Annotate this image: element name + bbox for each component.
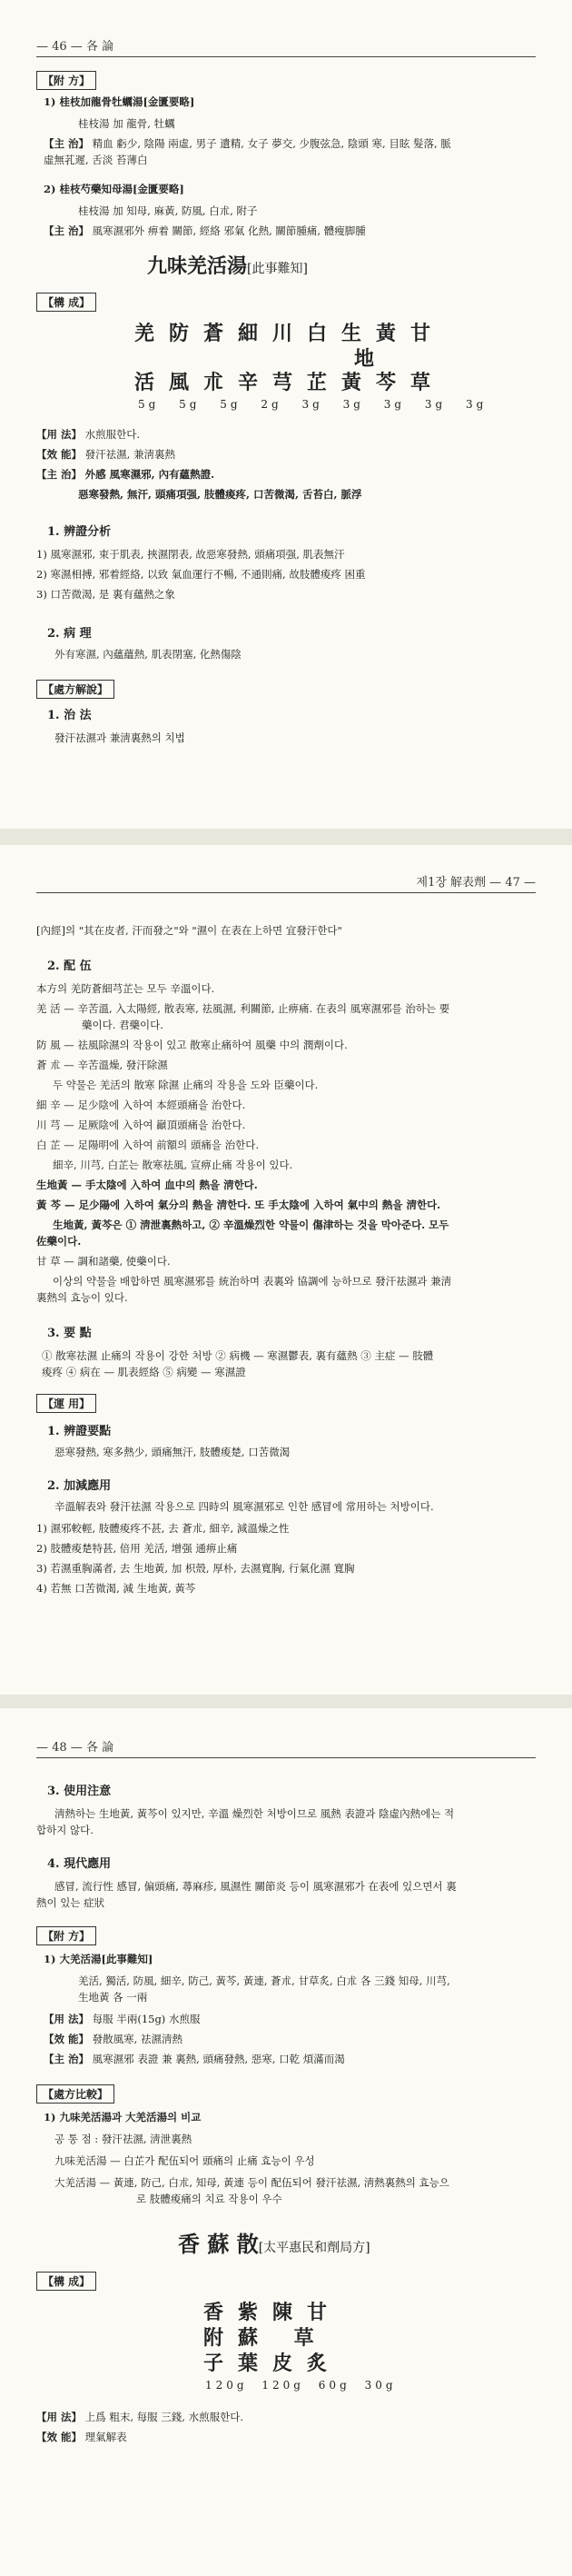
subheading: 3. 要 點 [47,1327,92,1340]
header-rule [36,892,536,893]
analysis-item: 1) 風寒濕邪, 束于肌表, 挾濕閉表, 故惡寒發熱, 頭痛項强, 肌表無汗 [36,548,345,561]
page-46 [0,0,572,829]
comparison-line: 공 통 점 : 發汗祛濕, 淸泄裏熱 [54,2133,192,2145]
herb-row-middle: 附蘇 草 [203,2326,329,2350]
efficacy-line: 【效 能】 發汗祛濕, 兼淸裏熱 [36,448,175,461]
herb-row-di: 地 [354,347,390,371]
subheading: 3. 使用注意 [47,1785,112,1798]
method-text: 發汗祛濕과 兼淸裏熱의 치법 [54,731,185,744]
comparison-line: 九味羌活湯 — 白芷가 配伍되어 頭痛의 止痛 효능이 우성 [54,2154,315,2167]
body-line: 두 약물은 羌活의 散寒 除濕 止痛의 작용을 도와 臣藥이다. [53,1079,319,1091]
section-label-application: 【運 用】 [36,1394,96,1413]
section-label-fuyao: 【附 方】 [36,1926,96,1945]
indication-line: 虛無芤遲, 舌淡 苔薄白 [44,154,148,166]
subheading: 1. 治 法 [47,709,92,722]
section-label-comparison: 【處方比較】 [36,2084,114,2104]
subheading: 1. 辨證要點 [47,1425,112,1438]
body-line: 裏熱의 효능이 있다. [36,1291,128,1304]
efficacy-line: 【效 能】 發散風寒, 祛濕淸熱 [44,2033,182,2045]
herb-row-bottom: 子葉皮炙 [203,2352,342,2375]
body-line: 惡寒發熱, 寒多熱少, 頭痛無汗, 肢體痠楚, 口苦微渴 [54,1446,291,1458]
subheading: 2. 配 伍 [47,960,92,973]
section-label-composition: 【構 成】 [36,293,96,312]
subheading: 2. 病 理 [47,627,92,641]
page-47 [0,845,572,1695]
formula-main-title: 九味羌活湯[此事難知] [147,254,308,278]
usage-line: 【用 法】 每服 半兩(15g) 水煎服 [44,2013,201,2025]
body-line: 川 芎 — 足厥陰에 入하여 巓頂頭痛을 治한다. [36,1119,246,1131]
comparison-title: 1) 九味羌活湯과 大羌活湯의 비교 [44,2111,202,2123]
running-head: — 48 — 各 論 [36,1741,114,1755]
comparison-line: 로 肢體痠痛의 치료 작용이 우수 [136,2193,282,2205]
running-head: — 46 — 各 論 [36,40,114,54]
usage-line: 【用 法】 水煎服한다. [36,428,141,441]
subheading: 4. 現代應用 [47,1857,112,1871]
body-line: 甘 草 — 調和諸藥, 使藥이다. [36,1255,171,1268]
key-points: 痠疼 ④ 病在 — 肌表經絡 ⑤ 病變 — 寒濕證 [42,1366,246,1378]
section-label-fuyao: 【附 方】 [36,71,96,90]
body-line: 黃 芩 — 足少陽에 入하여 氣分의 熱을 淸한다. 또 手太陰에 入하여 氣中의 熱을 淸한다. [36,1198,441,1211]
quote-line: [內經]의 "其在皮者, 汗而發之"와 "濕이 在表在上하면 宜發汗한다" [36,924,342,937]
subheading: 1. 辨證分析 [47,525,112,539]
formula-title: 2) 桂枝芍藥知母湯[金匱要略] [44,183,184,195]
analysis-item: 3) 口苦微渴, 是 裏有蘊熱之象 [36,588,175,601]
usage-line: 【用 法】 上爲 粗末, 每服 三錢, 水煎服한다. [36,2411,243,2423]
body-line: 합하지 않다. [36,1824,94,1836]
indication-symptoms: 惡寒發熱, 無汗, 頭痛項强, 肢體痠疼, 口苦微渴, 舌苔白, 脈浮 [78,488,362,501]
body-line: 淸熱하는 生地黃, 黃芩이 있지만, 辛溫 燥烈한 처방이므로 風熱 表證과 陰虛內熱에는 적 [54,1807,455,1820]
indication-line: 【主 治】 外感 風寒濕邪, 內有蘊熱證. [36,468,215,481]
indication-line: 【主 治】 風寒濕邪外 痹着 關節, 經絡 邪氣 化熱, 關節腫痛, 體瘦脚腫 [44,224,366,237]
formula-composition: 桂枝湯 加 龍骨, 牡蠣 [78,117,175,130]
modification-item: 4) 若無 口苦微渴, 減 生地黃, 黃芩 [36,1582,196,1595]
herb-doses: 120g 120g 60g 30g [205,2379,397,2392]
formula-composition: 羌活, 獨活, 防風, 細辛, 防己, 黃芩, 黃連, 蒼朮, 甘草炙, 白朮 各 三錢 知母, 川芎, [78,1974,450,1987]
indication-line: 【主 治】 風寒濕邪 表證 兼 裏熱, 頭痛發熱, 惡寒, 口乾 煩滿而渴 [44,2053,345,2065]
body-line: 羌 活 — 辛苦溫, 入太陽經, 散表寒, 祛風濕, 利關節, 止痹痛. 在表의 風寒濕邪를 治하는 要 [36,1002,450,1015]
formula-title: 1) 大羌活湯[此事難知] [44,1953,153,1965]
efficacy-line: 【效 能】 理氣解表 [36,2431,127,2443]
body-line: 生地黃 — 手太陰에 入하여 血中의 熱을 淸한다. [36,1179,258,1191]
header-rule [36,56,536,57]
body-line: 佐藥이다. [36,1235,82,1248]
modification-item: 3) 若濕重胸滿者, 去 生地黃, 加 枳殼, 厚朴, 去濕寬胸, 行氣化濕 寬胸 [36,1562,355,1575]
subheading: 2. 加減應用 [47,1479,112,1493]
key-points: ① 散寒祛濕 止痛의 작용이 강한 처방 ② 病機 — 寒濕鬱表, 裏有蘊熱 ③ 主症 — 肢體 [42,1349,434,1362]
modification-item: 1) 濕邪較輕, 肢體痠疼不甚, 去 蒼朮, 細辛, 減溫燥之性 [36,1522,290,1535]
body-line: 感冒, 流行性 感冒, 偏頭痛, 蕁麻疹, 風濕性 關節炎 등이 風寒濕邪가 在表에 있으면서 裏 [54,1880,457,1893]
body-line: 蒼 朮 — 辛苦溫燥, 發汗除濕 [36,1059,168,1071]
section-label-explanation: 【處方解說】 [36,680,114,699]
herb-row-top: 羌防蒼細川白生黃甘 [134,322,446,345]
pathology-text: 外有寒濕, 內蘊蘊熱, 肌表閉塞, 化熱傷陰 [54,648,242,661]
modification-item: 2) 肢體痠楚特甚, 倍用 羌活, 增强 通痹止痛 [36,1542,238,1555]
herb-row-top: 香紫陳甘 [203,2301,342,2324]
page-gap [0,829,572,845]
body-line: 熱이 있는 症狀 [36,1896,105,1909]
body-line: 白 芷 — 足陽明에 入하여 前額의 頭痛을 治한다. [36,1139,260,1151]
formula-title: 1) 桂枝加龍骨牡蠣湯[金匱要略] [44,95,195,108]
indication-line: 【主 治】 精血 虧少, 陰陽 兩虛, 男子 遺精, 女子 夢交, 少腹弦急, 陰頭 寒, 目眩 髮落, 脈 [44,137,451,150]
formula-composition: 生地黃 各 一兩 [78,1991,148,2004]
page-48 [0,1708,572,2576]
body-line: 藥이다. 君藥이다. [82,1019,163,1031]
body-line: 辛溫解表와 發汗祛濕 작용으로 四時의 風寒濕邪로 인한 感冒에 常用하는 처방이다. [54,1500,434,1513]
page-gap [0,1695,572,1708]
body-line: 防 風 — 祛風除濕의 작용이 있고 散寒止痛하여 風藥 中의 潤劑이다. [36,1039,348,1051]
body-line: 生地黃, 黃芩은 ① 淸泄裏熱하고, ② 辛溫燥烈한 약물이 傷津하는 것을 막아준다. 모두 [53,1218,449,1231]
section-label-composition: 【構 成】 [36,2272,96,2291]
analysis-item: 2) 寒濕相搏, 邪着經絡, 以致 氣血運行不暢, 不通則痛, 故肢體痠疼 困重 [36,568,366,581]
body-line: 細辛, 川芎, 白芷는 散寒祛風, 宣痹止痛 작용이 있다. [53,1159,293,1171]
running-head: 제1장 解表劑 — 47 — [416,876,536,890]
formula-main-title: 香 蘇 散[太平惠民和劑局方] [178,2231,370,2257]
header-rule [36,1757,536,1758]
body-line: 細 辛 — 足少陰에 入하여 本經頭痛을 治한다. [36,1099,246,1111]
comparison-line: 大羌活湯 — 黃連, 防己, 白朮, 知母, 黃連 등이 配伍되어 發汗祛濕, 淸熱裏熱의 효능으 [54,2176,449,2189]
herb-row-bottom: 活風朮辛芎芷黃芩草 [134,371,446,394]
body-line: 이상의 약물을 배합하면 風寒濕邪를 統治하며 表裏와 協調에 능하므로 發汗祛濕과 兼淸 [53,1275,452,1288]
herb-doses: 5g 5g 5g 2g 3g 3g 3g 3g 3g [138,398,488,411]
body-line: 本方의 羌防蒼細芎芷는 모두 辛溫이다. [36,982,215,995]
formula-composition: 桂枝湯 加 知母, 麻黃, 防風, 白朮, 附子 [78,204,258,217]
